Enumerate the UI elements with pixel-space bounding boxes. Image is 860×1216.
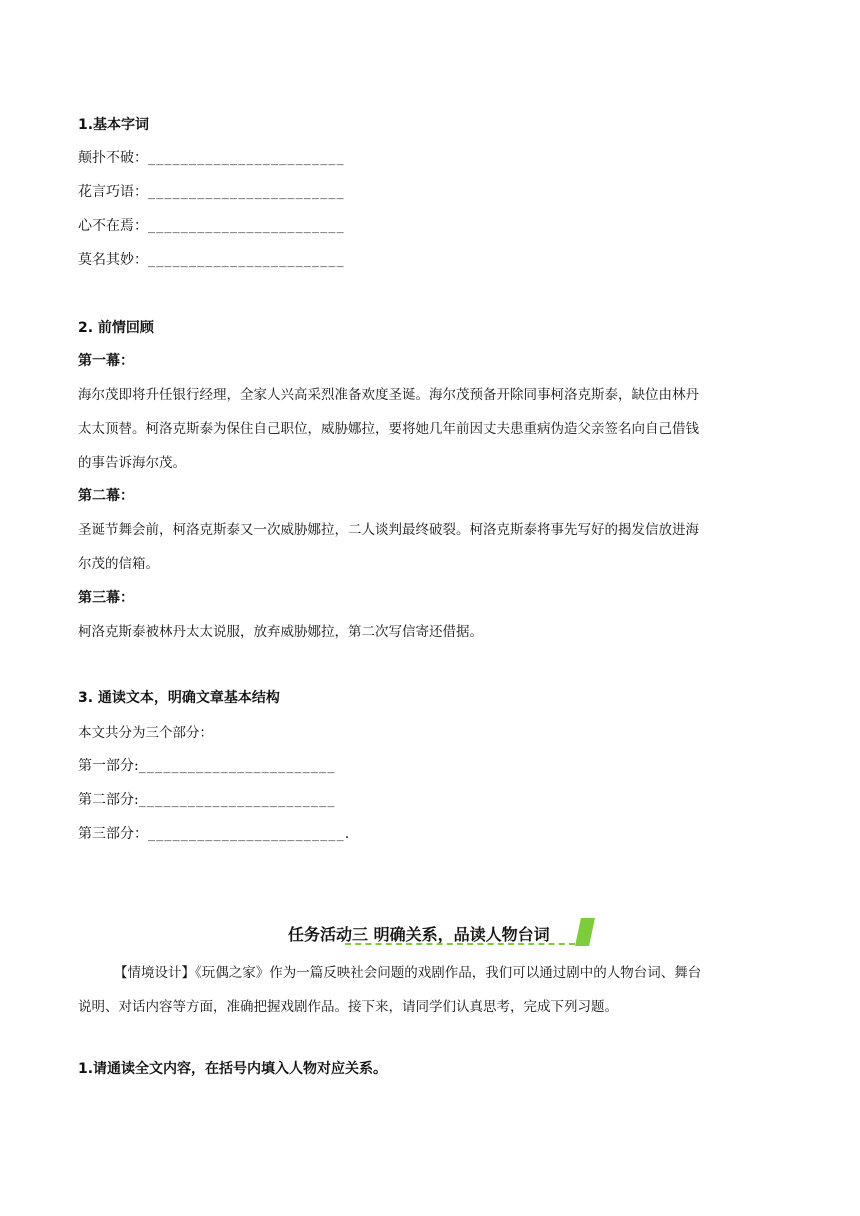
section-heading-basic-words: 1.基本字词 <box>78 117 150 133</box>
part-label: 第二部分: <box>78 792 139 808</box>
green-accent-tab <box>575 918 595 946</box>
task-title-underline <box>345 943 575 945</box>
fill-blank[interactable]: ________________________ <box>138 792 336 808</box>
act-text-line: 圣诞节舞会前，柯洛克斯泰又一次威胁娜拉，二人谈判最终破裂。柯洛克斯泰将事先写好的揭发信放进海 <box>78 522 699 538</box>
act-text-line: 的事告诉海尔茂。 <box>78 455 186 471</box>
vocab-row <box>78 215 345 235</box>
fill-blank[interactable]: ________________________. <box>148 826 351 842</box>
vocab-label: 花言巧语： <box>78 184 148 200</box>
vocab-row <box>78 181 345 201</box>
fill-blank[interactable]: ________________________ <box>148 218 345 234</box>
vocab-label: 颠扑不破： <box>78 150 148 166</box>
vocab-row <box>78 249 345 269</box>
fill-blank[interactable]: ________________________ <box>138 758 336 774</box>
part-label: 第三部分： <box>78 826 148 842</box>
fill-blank[interactable]: ________________________ <box>148 184 345 200</box>
question-1: 1.请通读全文内容，在括号内填入人物对应关系。 <box>78 1061 388 1077</box>
structure-intro: 本文共分为三个部分： <box>78 725 213 741</box>
scenario-line: 说明、对话内容等方面，准确把握戏剧作品。接下来，请同学们认真思考，完成下列习题。 <box>78 999 618 1015</box>
structure-row <box>78 755 336 775</box>
act-title: 第三幕： <box>78 590 134 606</box>
fill-blank[interactable]: ________________________ <box>148 252 345 268</box>
vocab-row <box>78 147 345 167</box>
vocab-label: 莫名其妙： <box>78 252 148 268</box>
act-text-line: 海尔茂即将升任银行经理，全家人兴高采烈准备欢度圣诞。海尔茂预备开除同事柯洛克斯泰，缺位由林丹 <box>78 387 699 403</box>
act-text-line: 柯洛克斯泰被林丹太太说服，放弃威胁娜拉，第二次写信寄还借据。 <box>78 624 483 640</box>
section-heading-recap: 2. 前情回顾 <box>78 320 154 336</box>
fill-blank[interactable]: ________________________ <box>148 150 345 166</box>
structure-row <box>78 823 350 843</box>
structure-row <box>78 789 336 809</box>
act-title: 第一幕： <box>78 353 134 369</box>
part-label: 第一部分: <box>78 758 139 774</box>
task-title: 任务活动三 明确关系，品读人物台词 <box>288 925 550 944</box>
section-heading-structure: 3. 通读文本，明确文章基本结构 <box>78 690 280 706</box>
vocab-label: 心不在焉： <box>78 218 148 234</box>
act-title: 第二幕： <box>78 488 134 504</box>
act-text-line: 太太顶替。柯洛克斯泰为保住自己职位，威胁娜拉，要将她几年前因丈夫患重病伪造父亲签名向自己借钱 <box>78 421 699 437</box>
scenario-line: 【情境设计】《玩偶之家》作为一篇反映社会问题的戏剧作品，我们可以通过剧中的人物台词、舞台 <box>114 965 702 981</box>
act-text-line: 尔茂的信箱。 <box>78 556 159 572</box>
